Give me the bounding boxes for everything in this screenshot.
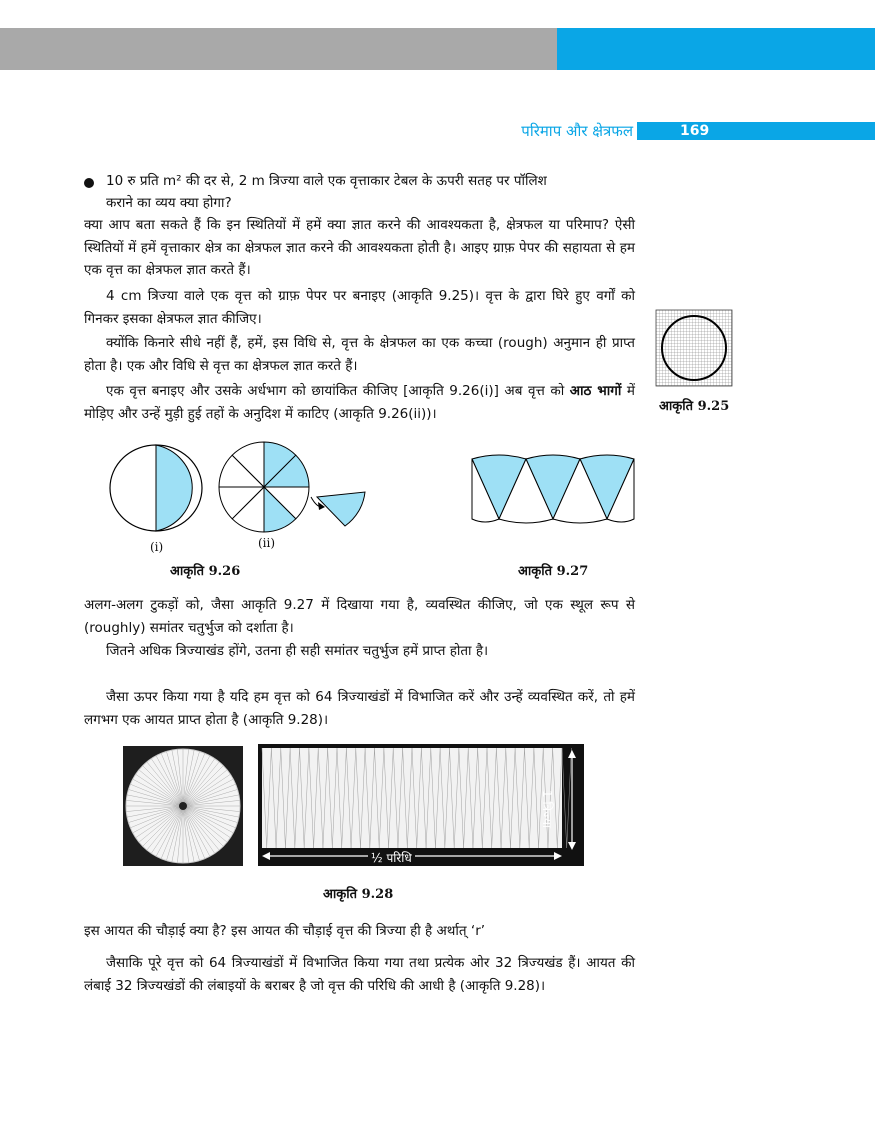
figure-9-27-arranged-sectors — [470, 455, 640, 525]
radius-label: 1 त्रिज्या — [540, 790, 554, 829]
bullet-icon — [84, 178, 94, 188]
top-band-blue — [557, 28, 875, 70]
figure-9-27-caption: आकृति 9.27 — [518, 564, 589, 579]
paragraph-4-part-1: एक वृत्त बनाइए और उसके अर्धभाग को छायांकित कीजिए [आकृति 9.26(i)] अब वृत्त को — [106, 383, 570, 399]
semicircumference-arrow-left — [262, 852, 270, 860]
radius-dimension-arrow — [564, 750, 580, 850]
figure-9-26-i-half-circle — [108, 443, 204, 533]
rectangle-base — [262, 748, 562, 848]
radius-arrow-bottom — [568, 842, 576, 850]
paragraph-3: क्योंकि किनारे सीधे नहीं हैं, हमें, इस विधि से, वृत्त के क्षेत्रफल का एक कच्चा (rough) अनुमान ही प्राप्त होता है। एक और विधि से वृत्त का क्षेत्रफल ज्ञात करते हैं। — [84, 335, 635, 374]
shaded-half — [156, 445, 192, 531]
running-header — [0, 122, 875, 140]
figure-9-28-caption: आकृति 9.28 — [323, 887, 394, 902]
top-band-gray — [0, 28, 557, 70]
paragraph-9: जैसाकि पूरे वृत्त को 64 त्रिज्याखंडों में विभाजित किया गया तथा प्रत्येक ओर 32 त्रिज्यखंड हैं। आयत की लंबाई 32 त्रिज्यखंडों की लंबाइयों के बराबर है जो वृत्त की परिधि की आधी है (आकृति 9.28)। — [84, 955, 635, 994]
figure-9-26-ii-sector-circle — [217, 440, 377, 540]
semicircumference-arrow-right — [554, 852, 562, 860]
sixty-four-sector-circle — [123, 746, 243, 866]
paragraph-4-part-2: में मोड़िए और उन्हें मुड़ी हुई तहों के अनुदिश में काटिए (आकृति 9.26(ii))। — [84, 383, 635, 422]
bullet-line-1: 10 रु प्रति m² की दर से, 2 m त्रिज्या वाले एक वृत्ताकार टेबल के ऊपरी सतह पर पॉलिश — [106, 173, 547, 189]
page-number-box — [637, 122, 875, 140]
sector-circle-center — [179, 802, 187, 810]
bullet-line-2: कराने का व्यय क्या होगा? — [106, 195, 232, 211]
paragraph-1: क्या आप बता सकते हैं कि इन स्थितियों में हमें क्या ज्ञात करने की आवश्यकता है, क्षेत्रफल या परिमाप? ऐसी स्थितियों में हमें वृत्ताकार क्षेत्र का क्षेत्रफल ज्ञात करने की आवश्यकता होती है। आइए ग्राफ़ पेपर की सहायता से हम एक वृत्त का क्षेत्रफल ज्ञात करते हैं। — [84, 217, 635, 278]
page-number: 169 — [680, 123, 710, 139]
rearranged-rectangle — [262, 748, 562, 848]
paragraph-5: अलग-अलग टुकड़ों को, जैसा आकृति 9.27 में दिखाया गया है, व्यवस्थित कीजिए, जो एक स्थूल रूप से (roughly) समांतर चतुर्भुज को दर्शाता है। — [84, 597, 635, 636]
cut-sector — [317, 492, 365, 526]
radius-arrow-top — [568, 750, 576, 758]
paragraph-4-bold: आठ भागों — [569, 383, 622, 399]
figure-9-25-caption: आकृति 9.25 — [659, 399, 730, 414]
paragraph-4 — [84, 380, 635, 425]
figure-9-26-ii-label: (ii) — [258, 536, 276, 550]
paragraph-6: जितने अधिक त्रिज्याखंड होंगे, उतना ही सही समांतर चतुर्भुज हमें प्राप्त होता है। — [106, 643, 489, 659]
figure-9-26-i-label: (i) — [150, 540, 164, 554]
graph-paper — [656, 310, 732, 386]
semicircumference-label: ½ परिधि — [368, 849, 415, 866]
paragraph-2: 4 cm त्रिज्या वाले एक वृत्त को ग्राफ़ पेपर पर बनाइए (आकृति 9.25)। वृत्त के द्वारा घिरे हुए वर्गों को गिनकर इसका क्षेत्रफल ज्ञात कीजिए। — [84, 288, 635, 327]
figure-9-26-caption: आकृति 9.26 — [170, 564, 241, 579]
chapter-title: परिमाप और क्षेत्रफल — [521, 122, 633, 140]
paragraph-7: जैसा ऊपर किया गया है यदि हम वृत्त को 64 त्रिज्याखंडों में विभाजित करें और उन्हें व्यवस्थित करें, तो हमें लगभग एक आयत प्राप्त होता है (आकृति 9.28)। — [84, 689, 635, 728]
figure-9-25-graph-circle — [656, 310, 732, 386]
paragraph-8: इस आयत की चौड़ाई क्या है? इस आयत की चौड़ाई वृत्त की त्रिज्या ही है अर्थात् ‘r’ — [84, 923, 486, 939]
